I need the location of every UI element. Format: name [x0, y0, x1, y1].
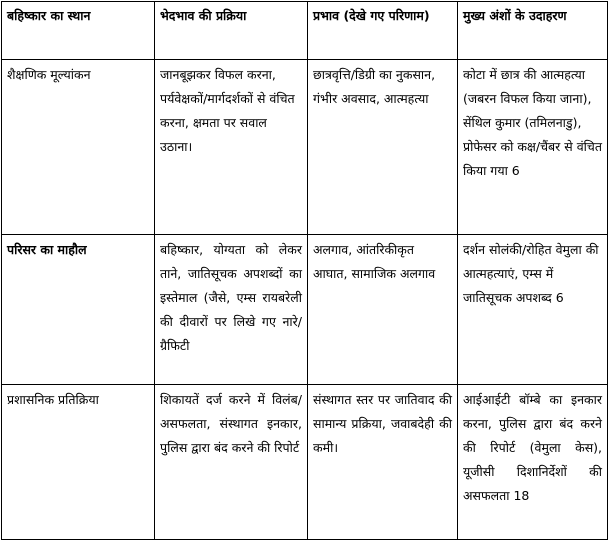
row-examples-cell: कोटा में छात्र की आत्महत्या (जबरन विफल किया जाना), सेंथिल कुमार (तमिलनाडु), प्रोफेसर को कक्ष/चैंबर से वंचित किया गया 6 — [458, 60, 608, 235]
row-place-cell: शैक्षणिक मूल्यांकन — [2, 60, 155, 235]
row-process-cell: शिकायतें दर्ज करने में विलंब/असफलता, संस्थागत इनकार, पुलिस द्वारा बंद करने की रिपोर्ट — [155, 385, 308, 540]
row-place-cell: परिसर का माहौल — [2, 235, 155, 385]
row-process-cell: बहिष्कार, योग्यता को लेकर ताने, जातिसूचक अपशब्दों का इस्तेमाल (जैसे, एम्स रायबरेली की दीवारों पर लिखे गए नारे/ग्रैफिटी — [155, 235, 308, 385]
row-examples-cell: दर्शन सोलंकी/रोहित वेमुला की आत्महत्याएं, एम्स में जातिसूचक अपशब्द 6 — [458, 235, 608, 385]
header-process: भेदभाव की प्रक्रिया — [155, 2, 308, 60]
row-impact-cell: छात्रवृत्ति/डिग्री का नुकसान, गंभीर अवसाद, आत्महत्या — [308, 60, 458, 235]
table-row — [2, 385, 608, 540]
row-impact-cell: अलगाव, आंतरिकीकृत आघात, सामाजिक अलगाव — [308, 235, 458, 385]
table-row — [2, 60, 608, 235]
discrimination-table — [1, 1, 608, 540]
row-examples-cell: आईआईटी बॉम्बे का इनकार करना, पुलिस द्वारा बंद करने की रिपोर्ट (वेमुला केस), यूजीसी दिशानिर्देशों की असफलता 18 — [458, 385, 608, 540]
table-row — [2, 235, 608, 385]
header-place: बहिष्कार का स्थान — [2, 2, 155, 60]
row-process-cell: जानबूझकर विफल करना, पर्यवेक्षकों/मार्गदर्शकों से वंचित करना, क्षमता पर सवाल उठाना। — [155, 60, 308, 235]
header-examples: मुख्य अंशों के उदाहरण — [458, 2, 608, 60]
row-impact-cell: संस्थागत स्तर पर जातिवाद की सामान्य प्रक्रिया, जवाबदेही की कमी। — [308, 385, 458, 540]
table-header-row — [2, 2, 608, 60]
row-place-cell: प्रशासनिक प्रतिक्रिया — [2, 385, 155, 540]
header-impact: प्रभाव (देखे गए परिणाम) — [308, 2, 458, 60]
